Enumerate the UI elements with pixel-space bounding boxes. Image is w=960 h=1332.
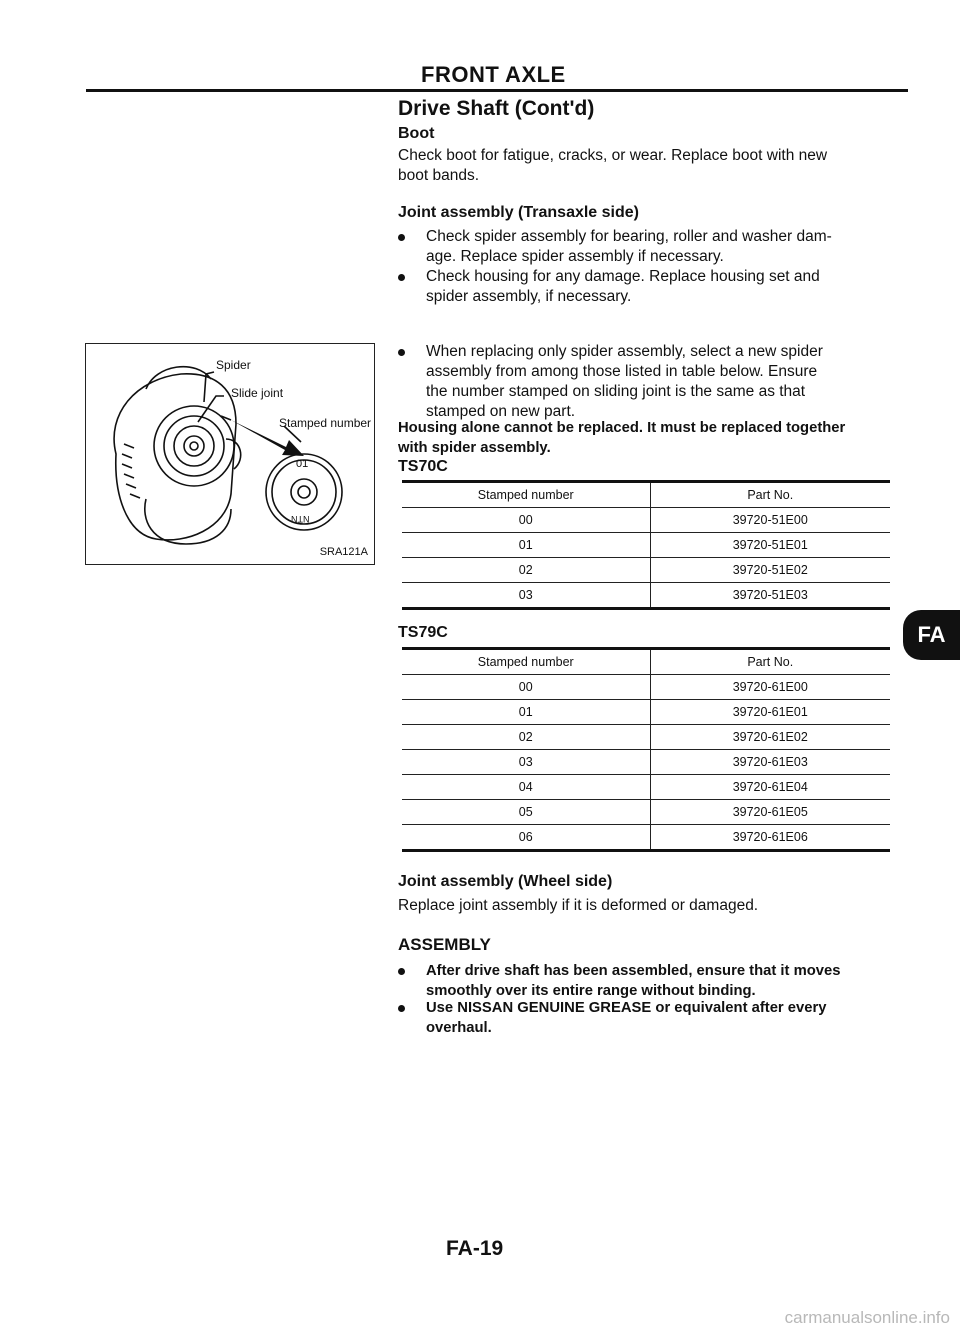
table-row (402, 725, 890, 750)
cell-stamped: 03 (402, 750, 650, 775)
spider-joint-drawing (86, 344, 374, 564)
table-row (402, 558, 890, 583)
warning-line2: with spider assembly. (398, 440, 551, 456)
page-title: Drive Shaft (Cont'd) (398, 97, 595, 120)
bullet-line: smoothly over its entire range without binding. (426, 983, 756, 999)
bullet-dot (398, 1005, 405, 1012)
table-row (402, 583, 890, 609)
table-row (402, 775, 890, 800)
table-row (402, 800, 890, 825)
cell-partno: 39720-51E02 (650, 558, 890, 583)
bullet-line: After drive shaft has been assembled, ensure that it moves (426, 963, 841, 979)
transaxle-bullet-1 (426, 227, 832, 267)
table-row (402, 675, 890, 700)
bullet-line: When replacing only spider assembly, select a new spider (426, 343, 823, 360)
watermark: carmanualsonline.info (784, 1308, 950, 1327)
table-row (402, 508, 890, 533)
table1-title: TS70C (398, 458, 448, 475)
cell-stamped: 00 (402, 508, 650, 533)
cell-partno: 39720-61E00 (650, 675, 890, 700)
figure-code: SRA121A (319, 546, 368, 558)
wheel-side-heading: Joint assembly (Wheel side) (398, 873, 613, 890)
table-row (402, 533, 890, 558)
assembly-bullet-2 (426, 998, 826, 1038)
col-header-stamped: Stamped number (402, 649, 650, 675)
table-header-row (402, 482, 890, 508)
spider-assembly-figure (85, 343, 375, 565)
assembly-heading: ASSEMBLY (398, 935, 491, 954)
table-header-row (402, 649, 890, 675)
cell-partno: 39720-61E01 (650, 700, 890, 725)
bullet-dot (398, 274, 405, 281)
cell-partno: 39720-51E01 (650, 533, 890, 558)
bullet-dot (398, 349, 405, 356)
transaxle-bullet-2 (426, 267, 820, 307)
cell-stamped: 06 (402, 825, 650, 851)
transaxle-bullet-3 (426, 342, 823, 422)
bullet-line: assembly from among those listed in table below. Ensure (426, 363, 818, 380)
table-row (402, 750, 890, 775)
bullet-line: age. Replace spider assembly if necessary. (426, 248, 724, 265)
bullet-line: stamped on new part. (426, 403, 576, 420)
section-title: FRONT AXLE (421, 62, 566, 87)
boot-text-line2: boot bands. (398, 167, 480, 184)
cell-stamped: 03 (402, 583, 650, 609)
ts70c-table (402, 480, 890, 610)
cell-stamped: 00 (402, 675, 650, 700)
bullet-line: the number stamped on sliding joint is the same as that (426, 383, 806, 400)
assembly-bullet-1 (426, 961, 840, 1001)
cell-partno: 39720-61E04 (650, 775, 890, 800)
label-stamped-number: Stamped number (279, 416, 372, 430)
bullet-dot (398, 234, 405, 241)
cell-stamped: 04 (402, 775, 650, 800)
cell-partno: 39720-61E02 (650, 725, 890, 750)
bullet-line: Check spider assembly for bearing, roller and washer dam- (426, 228, 832, 245)
cell-stamped: 01 (402, 533, 650, 558)
cell-stamped: 01 (402, 700, 650, 725)
cell-partno: 39720-61E06 (650, 825, 890, 851)
ts79c-table (402, 647, 890, 852)
table-row (402, 825, 890, 851)
stamp-mark-bottom: NTN (291, 514, 310, 524)
section-tab-fa: FA (903, 610, 960, 660)
warning-line1: Housing alone cannot be replaced. It must be replaced together (398, 420, 846, 436)
cell-partno: 39720-51E00 (650, 508, 890, 533)
col-header-partno: Part No. (650, 649, 890, 675)
bullet-line: spider assembly, if necessary. (426, 288, 632, 305)
cell-partno: 39720-51E03 (650, 583, 890, 609)
cell-stamped: 05 (402, 800, 650, 825)
header-rule (86, 89, 908, 92)
cell-partno: 39720-61E05 (650, 800, 890, 825)
page-number: FA-19 (446, 1237, 504, 1260)
table2-title: TS79C (398, 624, 448, 641)
stamp-mark-top: 01 (296, 458, 309, 470)
col-header-partno: Part No. (650, 482, 890, 508)
cell-stamped: 02 (402, 558, 650, 583)
table-row (402, 700, 890, 725)
wheel-side-text: Replace joint assembly if it is deformed or damaged. (398, 897, 759, 914)
bullet-line: overhaul. (426, 1020, 492, 1036)
cell-partno: 39720-61E03 (650, 750, 890, 775)
transaxle-heading: Joint assembly (Transaxle side) (398, 204, 639, 221)
label-slide-joint: Slide joint (231, 386, 284, 400)
boot-heading: Boot (398, 125, 435, 142)
label-spider: Spider (216, 358, 251, 372)
bullet-dot (398, 968, 405, 975)
cell-stamped: 02 (402, 725, 650, 750)
bullet-line: Check housing for any damage. Replace housing set and (426, 268, 820, 285)
bullet-line: Use NISSAN GENUINE GREASE or equivalent after every (426, 1000, 827, 1016)
col-header-stamped: Stamped number (402, 482, 650, 508)
boot-text-line1: Check boot for fatigue, cracks, or wear. Replace boot with new (398, 147, 828, 164)
